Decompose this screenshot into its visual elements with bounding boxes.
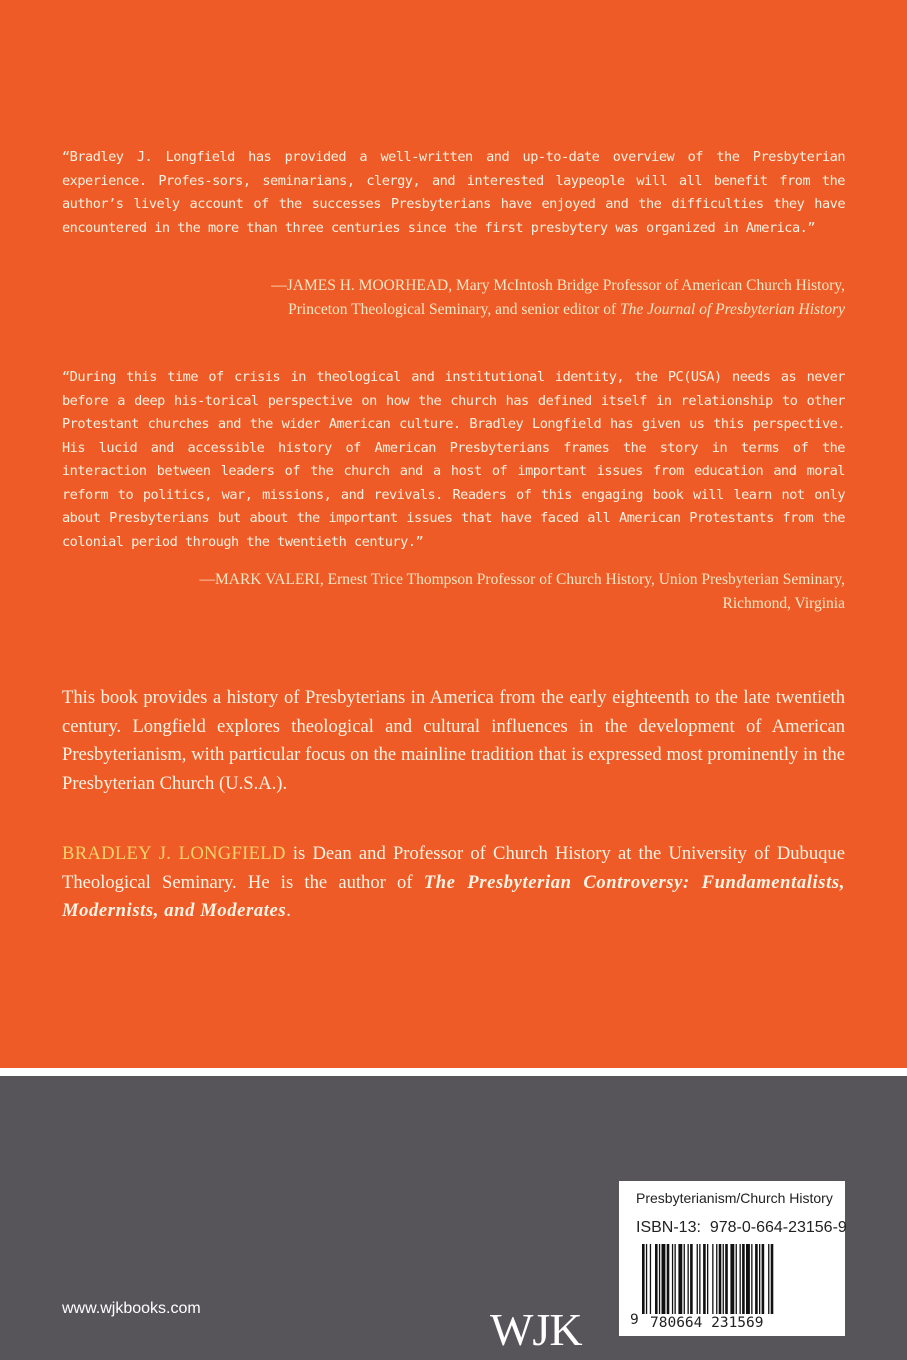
barcode-bar [723,1244,724,1314]
isbn-line [636,1219,847,1237]
barcode-first-digit: 9 [630,1312,639,1328]
barcode-bar [712,1244,713,1314]
barcode-bar [716,1244,717,1314]
endorsement-attribution-1 [62,274,845,322]
barcode-bar [755,1244,758,1314]
barcode-bar [642,1244,645,1314]
barcode-bar [667,1244,670,1314]
endorsement-quote-2-text: “During this time of crisis in theological and institutional identity, the PC(USA) needs as never before a deep his-torical perspective on how the church has defined itself in relationship to other Protestant churches and the wider American culture. Bradley Longfield has given us this perspective. His lucid and accessible history of American Presbyterians frames the story in terms of the interaction between leaders of the church and a host of important issues from education and moral reform to politics, war, missions, and revivals. Readers of this engaging book will learn not only about Presbyterians but about the important issues that have faced all American Protestants from the colonial period through the twentieth century.” [62,369,845,550]
isbn-value: 978-0-664-23156-9 [709,1219,847,1236]
barcode-bar [751,1244,752,1314]
author-bio [62,840,845,926]
barcode-bar [725,1244,728,1314]
barcode-bar [699,1244,700,1314]
barcode-bar [688,1244,689,1314]
barcode-bar [684,1244,685,1314]
barcode-bar [719,1244,722,1314]
barcode-bar [771,1244,774,1314]
barcode-bar [655,1244,658,1314]
book-description-text: This book provides a history of Presbyterians in America from the early eighteenth to the late twentieth century. Longfield explores theological and cultural influences in the development of American Presbyterianism, with particular focus on the mainline tradition that is expressed most prominently in the Presbyterian Church (U.S.A.). [62,687,845,794]
attribution-1-line-1: —JAMES H. MOORHEAD, Mary McIntosh Bridge Professor of American Church History, [271,277,845,294]
barcode-bar [746,1244,750,1314]
barcode-bar [768,1244,769,1314]
author-name: BRADLEY J. LONGFIELD [62,843,286,864]
endorsement-quote-1 [62,146,845,240]
barcode-category: Presbyterianism/Church History [636,1190,833,1206]
barcode-bar [740,1244,741,1314]
barcode-bar [707,1244,708,1314]
barcode-bar [730,1244,734,1314]
barcode-bar [662,1244,666,1314]
barcode-bar [759,1244,760,1314]
barcode-bar [678,1244,682,1314]
publisher-logo: WJK [490,1304,582,1355]
attribution-1-line-2 [62,298,845,322]
barcode-bar [697,1244,698,1314]
barcode-bar [675,1244,676,1314]
journal-title: The Journal of Presbyterian History [619,301,845,318]
barcode-bar [690,1244,693,1314]
attribution-1-affiliation: Princeton Theological Seminary, and senior editor of [288,301,617,318]
divider-stripe [0,1068,907,1076]
barcode-bar [703,1244,706,1314]
isbn-label: ISBN-13: [636,1219,701,1236]
barcode-bar [646,1244,647,1314]
barcode-bar [742,1244,745,1314]
attribution-2-line-2: Richmond, Virginia [722,595,845,612]
endorsement-quote-2 [62,366,845,554]
author-bio-body: is Dean and Professor of Church History at the University of Dubuque Theological Seminary. He is the author of [62,843,845,893]
previous-book-title: The Presbyterian Controversy: Fundamentalists, Modernists, and Moderates [62,871,845,921]
endorsement-quote-1-text: “Bradley J. Longfield has provided a well-written and up-to-date overview of the Presbyterian experience. Profes-sors, seminarians, clergy, and interested laypeople will all benefit from the author’s lively account of the successes Presbyterians have enjoyed and the difficulties they have encountered in the more than three centuries since the first presbytery was organized in America.” [62,149,845,236]
endorsement-attribution-2 [62,568,845,616]
barcode-bar [650,1244,651,1314]
author-bio-text [62,840,845,926]
barcode-bar [762,1244,765,1314]
author-bio-end: . [286,900,291,921]
publisher-website: www.wjkbooks.com [62,1300,201,1317]
book-description [62,684,845,798]
barcode-bar [659,1244,660,1314]
barcode-bar [736,1244,737,1314]
barcode-digits: 780664 231569 [650,1315,764,1331]
barcode-bar [672,1244,673,1314]
barcode-bars [642,1244,842,1322]
attribution-2-line-1: —MARK VALERI, Ernest Trice Thompson Professor of Church History, Union Presbyterian Seminary, [199,571,845,588]
